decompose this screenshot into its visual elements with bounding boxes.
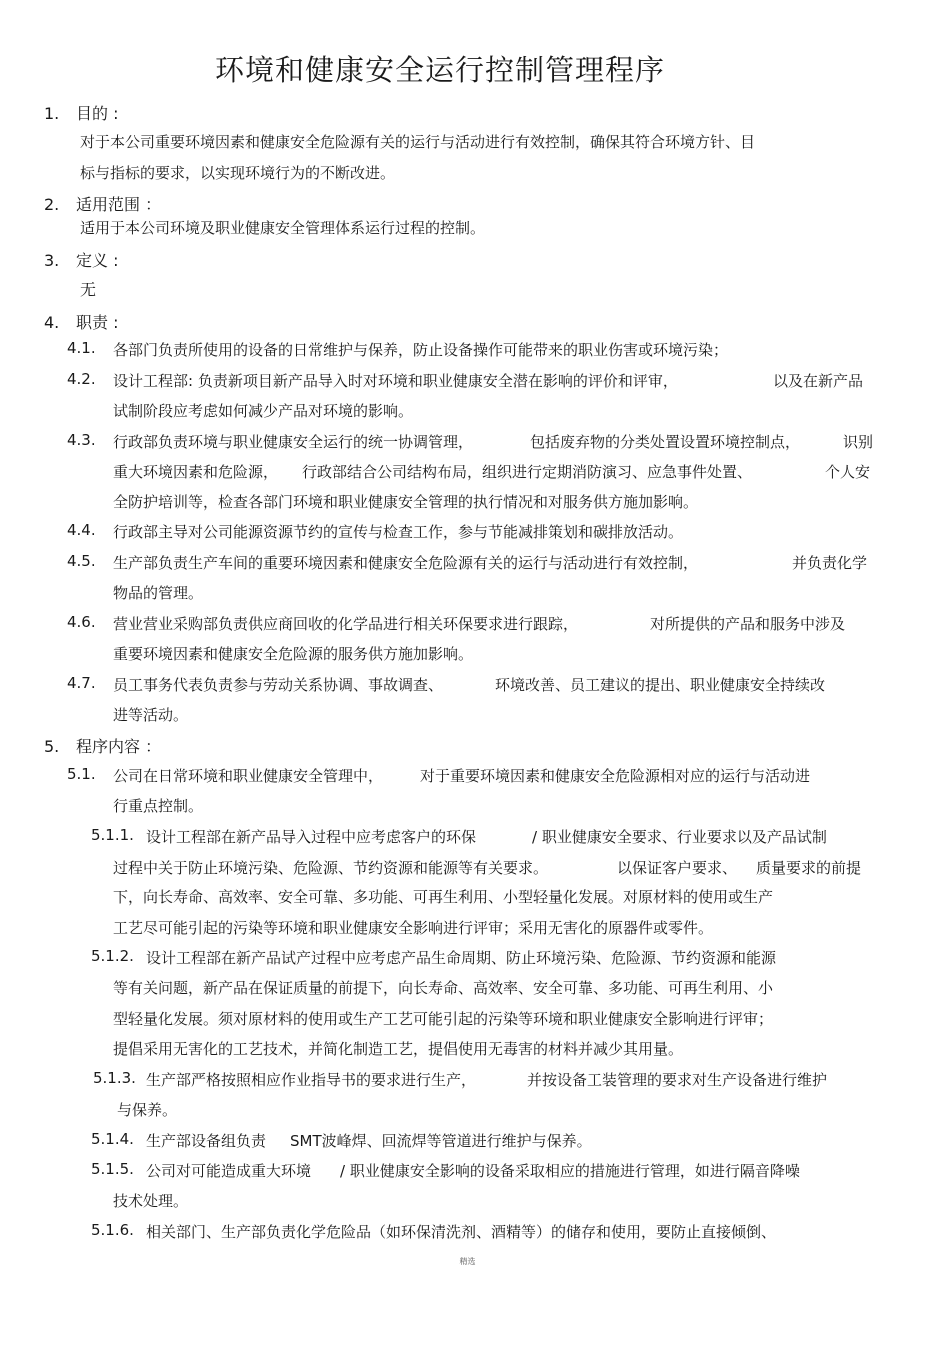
item-line: 型轻量化发展。须对原材料的使用或生产工艺可能引起的污染等环境和职业健康安全影响进行评审； bbox=[113, 1010, 774, 1028]
item-number: 4.5. bbox=[67, 552, 96, 570]
item-line: 并按设备工装管理的要求对生产设备进行维护 bbox=[527, 1071, 828, 1089]
item-5-1-6 bbox=[91, 1221, 134, 1239]
item-4-1 bbox=[67, 339, 96, 357]
item-4-4 bbox=[67, 521, 96, 539]
item-line: 环境改善、员工建议的提出、职业健康安全持续改 bbox=[495, 676, 826, 694]
item-number: 5.1.2. bbox=[91, 947, 134, 965]
item-5-1 bbox=[67, 765, 96, 783]
section-number: 4. bbox=[44, 313, 60, 332]
item-line: / 职业健康安全要求、行业要求以及产品试制 bbox=[532, 828, 827, 846]
section-number: 2. bbox=[44, 195, 60, 214]
item-number: 5.1.6. bbox=[91, 1221, 134, 1239]
section-title: 定义 : bbox=[76, 251, 119, 270]
section-title: 目的 : bbox=[76, 104, 119, 123]
item-line: 行政部负责环境与职业健康安全运行的统一协调管理， bbox=[113, 433, 474, 451]
item-line: 全防护培训等，检查各部门环境和职业健康安全管理的执行情况和对服务供方施加影响。 bbox=[113, 493, 699, 511]
item-line: 工艺尽可能引起的污染等环境和职业健康安全影响进行评审；采用无害化的原器件或零件。 bbox=[113, 919, 714, 937]
item-5-1-3 bbox=[93, 1069, 136, 1087]
page-footer: 精选 bbox=[459, 1257, 476, 1266]
section-5-heading bbox=[44, 734, 161, 757]
paragraph-line: 无 bbox=[80, 280, 97, 299]
item-line: 与保养。 bbox=[117, 1101, 178, 1119]
section-1-heading bbox=[44, 101, 118, 124]
section-number: 3. bbox=[44, 251, 60, 270]
item-line: 营业营业采购部负责供应商回收的化学品进行相关环保要求进行跟踪， bbox=[113, 615, 579, 633]
item-number: 4.4. bbox=[67, 521, 96, 539]
item-5-1-1 bbox=[91, 826, 134, 844]
section-4-heading bbox=[44, 310, 118, 333]
item-number: 4.3. bbox=[67, 431, 96, 449]
item-line: 过程中关于防止环境污染、危险源、节约资源和能源等有关要求。 bbox=[113, 859, 549, 877]
item-line: 进等活动。 bbox=[113, 706, 189, 724]
item-line: 提倡采用无害化的工艺技术，并简化制造工艺，提倡使用无毒害的材料并减少其用量。 bbox=[113, 1040, 684, 1058]
item-line: 行政部主导对公司能源资源节约的宣传与检查工作，参与节能减排策划和碳排放活动。 bbox=[113, 523, 684, 541]
item-4-5 bbox=[67, 552, 96, 570]
paragraph-line: 标与指标的要求，以实现环境行为的不断改进。 bbox=[80, 164, 396, 182]
item-line: 员工事务代表负责参与劳动关系协调、事故调查、 bbox=[113, 676, 444, 694]
item-line: 各部门负责所使用的设备的日常维护与保养，防止设备操作可能带来的职业伤害或环境污染； bbox=[113, 341, 729, 359]
paragraph-line: 对于本公司重要环境因素和健康安全危险源有关的运行与活动进行有效控制，确保其符合环境方针、目 bbox=[80, 133, 756, 151]
item-line: 技术处理。 bbox=[113, 1192, 189, 1210]
item-number: 4.2. bbox=[67, 370, 96, 388]
item-number: 5.1. bbox=[67, 765, 96, 783]
item-line: 物品的管理。 bbox=[113, 584, 204, 602]
section-3-heading bbox=[44, 248, 118, 271]
item-number: 4.7. bbox=[67, 674, 96, 692]
item-line: 生产部严格按照相应作业指导书的要求进行生产， bbox=[146, 1071, 477, 1089]
item-line: 对于重要环境因素和健康安全危险源相对应的运行与活动进 bbox=[420, 767, 811, 785]
item-line: 识别 bbox=[843, 433, 874, 451]
item-line: 以保证客户要求、 bbox=[617, 859, 738, 877]
item-number: 5.1.4. bbox=[91, 1130, 134, 1148]
item-4-7 bbox=[67, 674, 96, 692]
section-number: 5. bbox=[44, 737, 60, 756]
item-line: 等有关问题，新产品在保证质量的前提下，向长寿命、高效率、安全可靠、多功能、可再生利用、小 bbox=[113, 979, 774, 997]
item-line: 相关部门、生产部负责化学危险品（如环保清洗剂、酒精等）的储存和使用，要防止直接倾倒、 bbox=[146, 1223, 777, 1241]
item-line: 公司对可能造成重大环境 bbox=[146, 1162, 312, 1180]
item-5-1-4 bbox=[91, 1130, 134, 1148]
item-number: 5.1.3. bbox=[93, 1069, 136, 1087]
item-number: 5.1.1. bbox=[91, 826, 134, 844]
item-4-2 bbox=[67, 370, 96, 388]
item-number: 5.1.5. bbox=[91, 1160, 134, 1178]
item-line: 个人安 bbox=[825, 463, 871, 481]
item-line: 公司在日常环境和职业健康安全管理中， bbox=[113, 767, 384, 785]
section-title: 适用范围 ： bbox=[76, 195, 162, 214]
item-line: 生产部设备组负责 bbox=[146, 1132, 267, 1150]
item-line: 设计工程部在新产品试产过程中应考虑产品生命周期、防止环境污染、危险源、节约资源和能源 bbox=[146, 949, 777, 967]
item-line: 重要环境因素和健康安全危险源的服务供方施加影响。 bbox=[113, 645, 474, 663]
item-line: 重大环境因素和危险源， bbox=[113, 463, 279, 481]
item-line: 以及在新产品 bbox=[773, 372, 864, 390]
item-line: 设计工程部在新产品导入过程中应考虑客户的环保 bbox=[146, 828, 477, 846]
section-number: 1. bbox=[44, 104, 60, 123]
item-line: SMT波峰焊、回流焊等管道进行维护与保养。 bbox=[290, 1132, 592, 1150]
item-line: 包括废弃物的分类处置设置环境控制点， bbox=[530, 433, 801, 451]
section-title: 程序内容 ： bbox=[76, 737, 162, 756]
document-title: 环境和健康安全运行控制管理程序 bbox=[214, 53, 665, 87]
section-2-heading bbox=[44, 192, 161, 215]
item-number: 4.6. bbox=[67, 613, 96, 631]
item-line: 生产部负责生产车间的重要环境因素和健康安全危险源有关的运行与活动进行有效控制， bbox=[113, 554, 699, 572]
item-line: 行重点控制。 bbox=[113, 797, 204, 815]
item-line: 质量要求的前提 bbox=[756, 859, 862, 877]
item-number: 4.1. bbox=[67, 339, 96, 357]
paragraph-line: 适用于本公司环境及职业健康安全管理体系运行过程的控制。 bbox=[80, 219, 486, 237]
item-5-1-5 bbox=[91, 1160, 134, 1178]
item-4-3 bbox=[67, 431, 96, 449]
item-line: 并负责化学 bbox=[792, 554, 868, 572]
item-line: 下，向长寿命、高效率、安全可靠、多功能、可再生利用、小型轻量化发展。对原材料的使用或生产 bbox=[113, 888, 774, 906]
item-line: 试制阶段应考虑如何减少产品对环境的影响。 bbox=[113, 402, 414, 420]
section-title: 职责 : bbox=[76, 313, 119, 332]
item-4-6 bbox=[67, 613, 96, 631]
item-5-1-2 bbox=[91, 947, 134, 965]
item-line: / 职业健康安全影响的设备采取相应的措施进行管理，如进行隔音降噪 bbox=[340, 1162, 800, 1180]
item-line: 对所提供的产品和服务中涉及 bbox=[650, 615, 846, 633]
item-line: 行政部结合公司结构布局，组织进行定期消防演习、应急事件处置、 bbox=[302, 463, 753, 481]
item-line: 设计工程部: 负责新项目新产品导入时对环境和职业健康安全潜在影响的评价和评审， bbox=[113, 372, 678, 390]
